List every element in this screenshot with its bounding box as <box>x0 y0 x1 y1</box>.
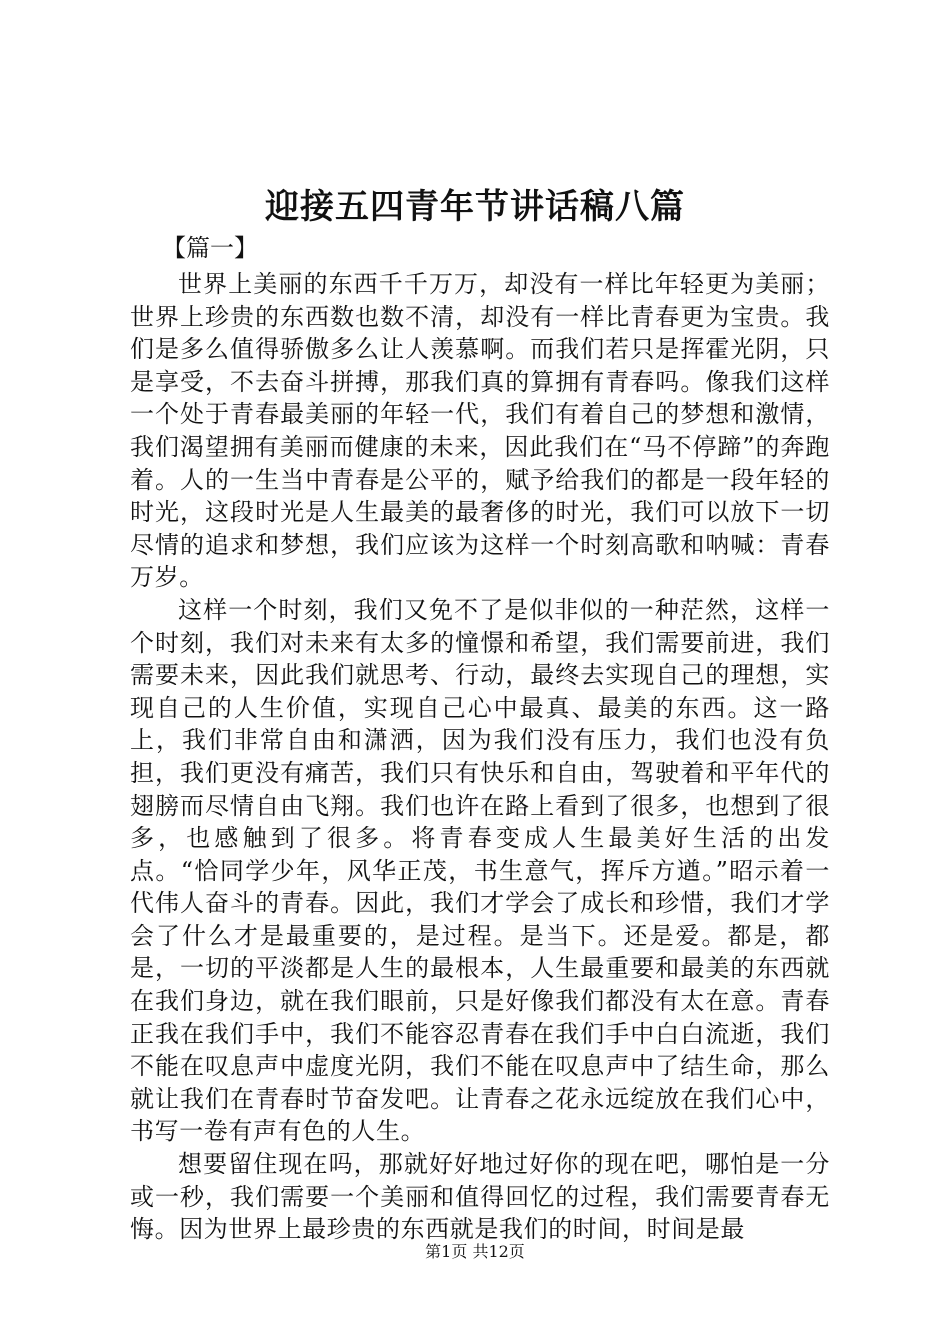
section-label: 【篇一】 <box>162 234 258 262</box>
paragraph: 想要留住现在吗，那就好好地过好你的现在吧，哪怕是一分或一秒，我们需要一个美丽和值得回忆的过程，我们需要青春无悔。因为世界上最珍贵的东西就是我们的时间，时间是最 <box>130 1150 830 1244</box>
document-title: 迎接五四青年节讲话稿八篇 <box>265 187 685 227</box>
paragraph: 这样一个时刻，我们又免不了是似非似的一种茫然，这样一个时刻，我们对未来有太多的憧憬和希望，我们需要前进，我们需要未来，因此我们就思考、行动，最终去实现自己的理想，实现自己的人生价值，实现自己心中最真、最美的东西。这一路上，我们非常自由和潇洒，因为我们没有压力，我们也没有负担，我们更没有痛苦，我们只有快乐和自由，驾驶着和平年代的翅膀而尽情自由飞翔。我们也许在路上看到了很多，也想到了很多，也感触到了很多。将青春变成人生最美好生活的出发点。“恰同学少年，风华正茂，书生意气，挥斥方遒。”昭示着一代伟人奋斗的青春。因此，我们才学会了成长和珍惜，我们才学会了什么才是最重要的，是过程。是当下。还是爱。都是，都是，一切的平淡都是人生的最根本，人生最重要和最美的东西就在我们身边，就在我们眼前，只是好像我们都没有太在意。青春正我在我们手中，我们不能容忍青春在我们手中白白流逝，我们不能在叹息声中虚度光阴，我们不能在叹息声中了结生命，那么就让我们在青春时节奋发吧。让青春之花永远绽放在我们心中，书写一卷有声有色的人生。 <box>130 595 830 1146</box>
paragraph: 世界上美丽的东西千千万万，却没有一样比年轻更为美丽；世界上珍贵的东西数也数不清，却没有一样比青春更为宝贵。我们是多么值得骄傲多么让人羡慕啊。而我们若只是挥霍光阴，只是享受，不去奋斗拼搏，那我们真的算拥有青春吗。像我们这样一个处于青春最美丽的年轻一代，我们有着自己的梦想和激情，我们渴望拥有美丽而健康的未来，因此我们在“马不停蹄”的奔跑着。人的一生当中青春是公平的，赋予给我们的都是一段年轻的时光，这段时光是人生最美的最奢侈的时光，我们可以放下一切尽情的追求和梦想，我们应该为这样一个时刻高歌和呐喊：青春万岁。 <box>130 270 830 592</box>
document-body <box>130 268 830 1246</box>
page-footer: 第1页 共12页 <box>425 1242 525 1261</box>
